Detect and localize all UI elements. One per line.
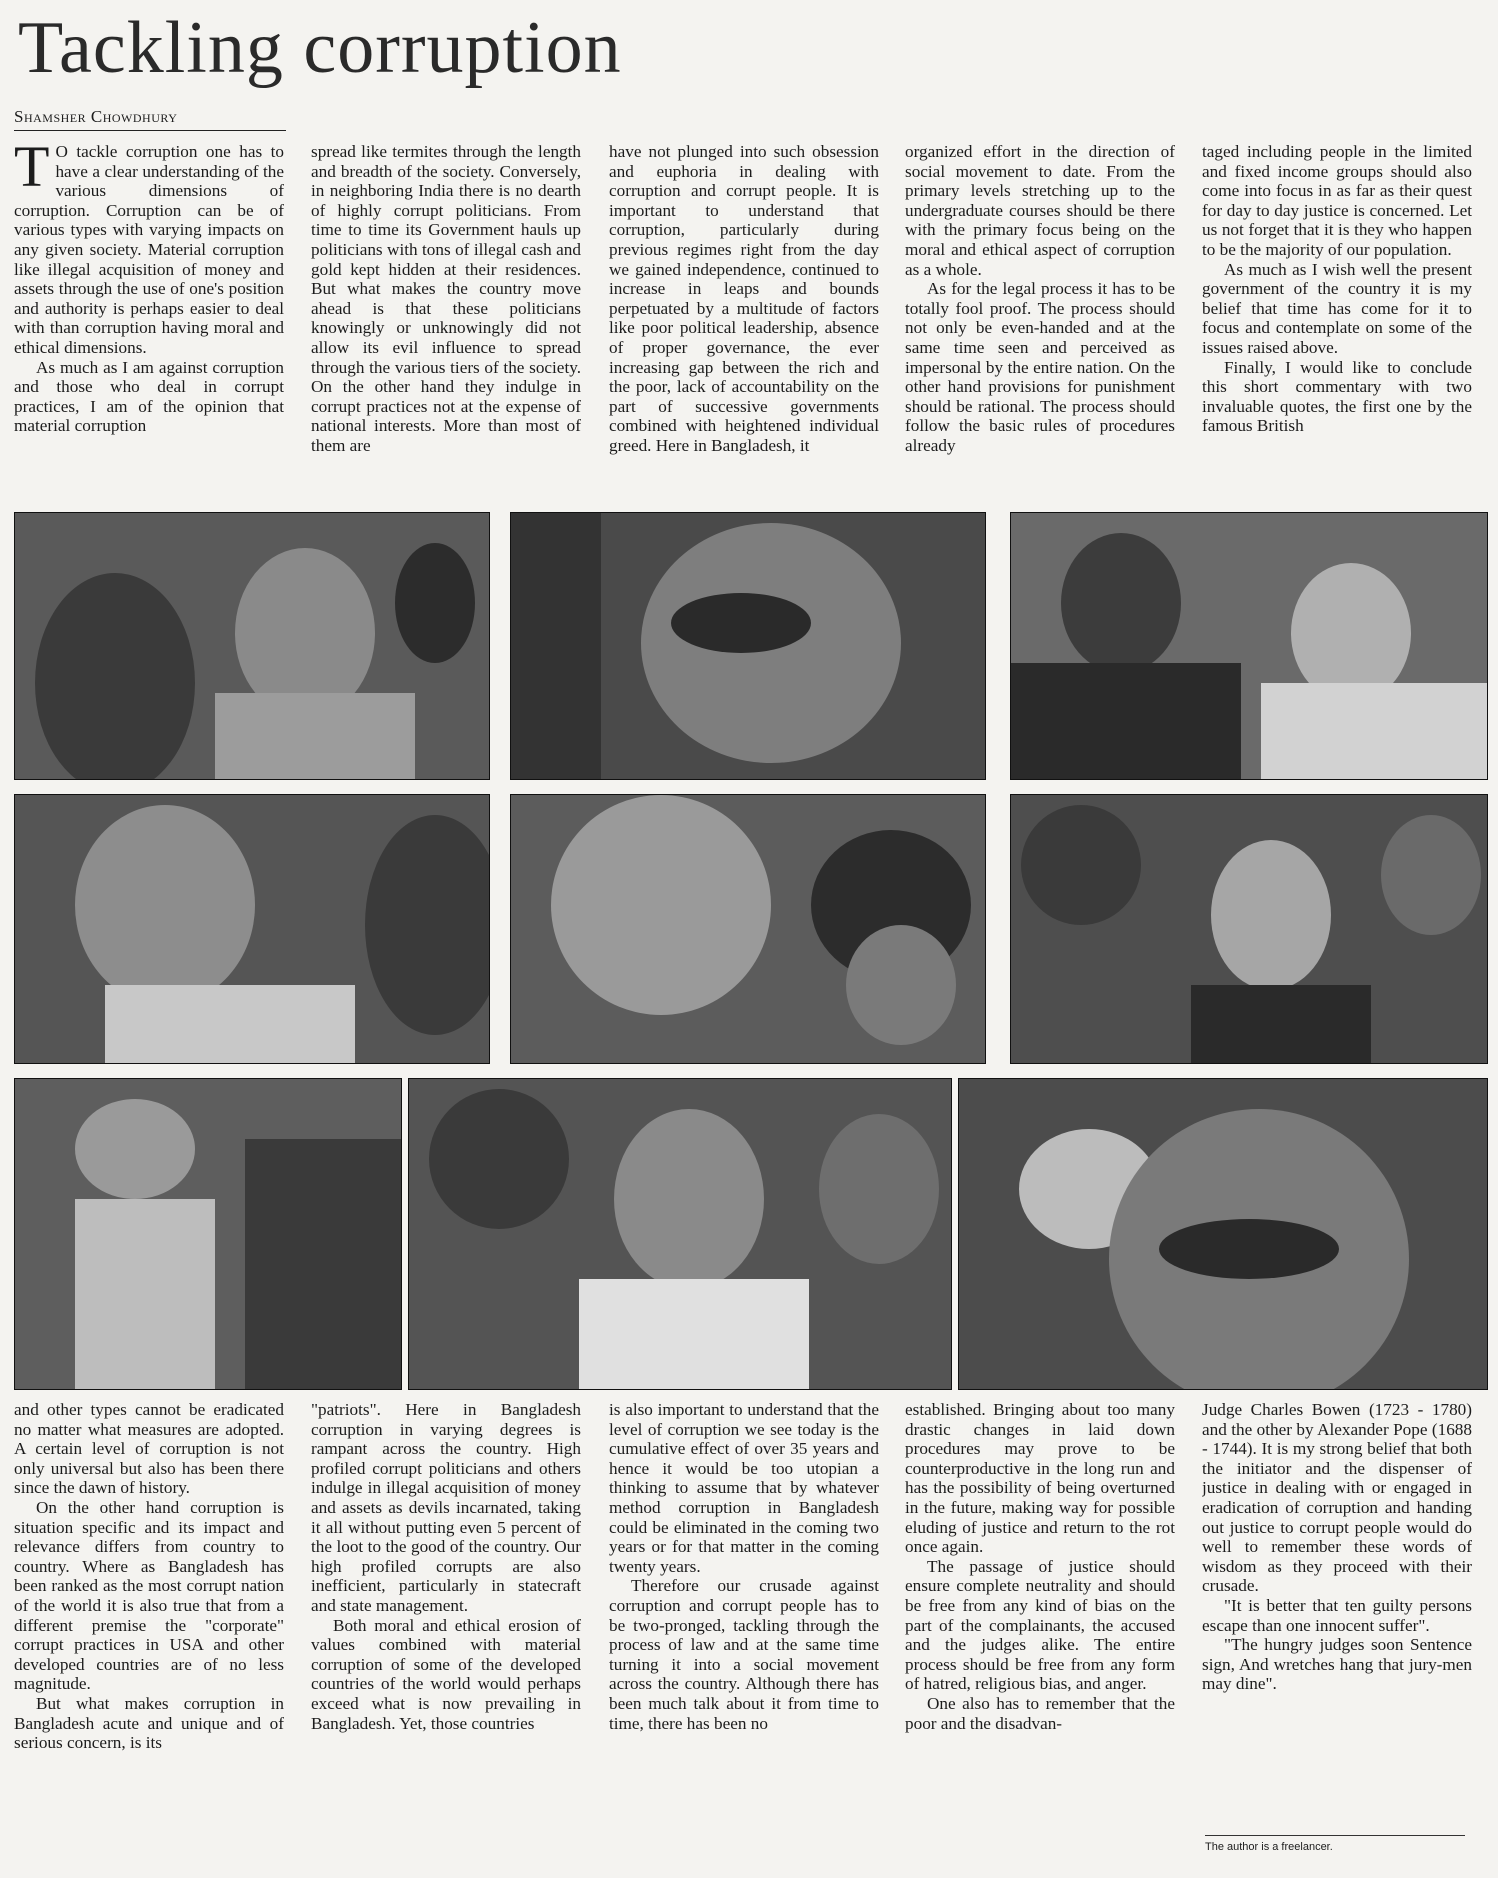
paragraph-text: established. Bringing about too many drastic changes in laid down procedures may prove to be counterproductive in the long run and has the possibility of being overturned in the future, making way for possible eluding of justice and return to the rot once again. <box>905 1400 1175 1557</box>
paragraph-text: taged including people in the limited and fixed income groups should also come into focus in as far as their quest for day to day justice is concerned. Let us not forget that it is they who happen to be the majority of our population. <box>1202 142 1472 259</box>
bottom-columns-2 <box>311 1400 581 1840</box>
paragraph-text: "The hungry judges soon Sentence sign, And wretches hang that jury-men may dine". <box>1202 1635 1472 1694</box>
paragraph <box>14 142 284 358</box>
top-columns-1 <box>14 142 284 494</box>
photo-3 <box>1010 512 1488 780</box>
photo-collage <box>14 512 1488 1388</box>
bottom-columns-4 <box>905 1400 1175 1840</box>
byline: Shamsher Chowdhury <box>14 107 286 131</box>
paragraph <box>311 142 581 456</box>
paragraph-text: Finally, I would like to conclude this short commentary with two invaluable quotes, the first one by the famous British <box>1202 357 1472 436</box>
top-columns-2 <box>311 142 581 494</box>
photo-6 <box>1010 794 1488 1064</box>
paragraph-text: spread like termites through the length and breadth of the society. Conversely, in neighboring India there is no dearth of highly corrupt politicians. From time to time its Government hauls up politicians with tons of illegal cash and gold kept hidden at their residences. But what makes the country move ahead is that these politicians knowingly or unknowingly did not allow its evil influence to spread through the various tiers of the society. On the other hand they indulge in corrupt practices not at the expense of national interests. More than most of them are <box>311 142 581 455</box>
paragraph <box>609 1400 879 1576</box>
paragraph-text: and other types cannot be eradicated no matter what measures are adopted. A certain level of corruption is not only universal but also has been there since the dawn of history. <box>14 1400 284 1498</box>
paragraph <box>14 1400 284 1498</box>
paragraph-text: have not plunged into such obsession and euphoria in dealing with corruption and corrupt people. It is important to understand that corruption, particularly during previous regimes right from the day we gained independence, continued to increase in leaps and bounds perpetuated by a multitude of factors like poor political leadership, absence of proper governance, the ever increasing gap between the rich and the poor, lack of accountability on the part of successive governments combined with heightened individual greed. Here in Bangladesh, it <box>609 142 879 455</box>
paragraph-text: Judge Charles Bowen (1723 - 1780) and the other by Alexander Pope (1688 - 1744). It is my strong belief that both the initiator and the dispenser of justice in dealing with or engaged in eradication of corruption and handing out justice to corrupt people would do well to remember these words of wisdom as they proceed with their crusade. <box>1202 1400 1472 1596</box>
paragraph <box>1202 358 1472 436</box>
photo-1 <box>14 512 490 780</box>
paragraph <box>311 1616 581 1734</box>
paragraph-text: Both moral and ethical erosion of values combined with material corruption of some of the developed countries of the world would perhaps exceed what is now prevailing in Bangladesh. Yet, those countries <box>311 1615 581 1733</box>
paragraph <box>609 142 879 456</box>
paragraph <box>905 279 1175 455</box>
paragraph <box>14 358 284 436</box>
paragraph-text: One also has to remember that the poor and the disadvan- <box>905 1693 1175 1733</box>
paragraph <box>905 1557 1175 1694</box>
paragraph <box>14 1498 284 1694</box>
photo-9 <box>958 1078 1488 1390</box>
paragraph <box>311 1400 581 1616</box>
photo-4 <box>14 794 490 1064</box>
paragraph-text: "It is better that ten guilty persons escape than one innocent suffer". <box>1202 1595 1472 1635</box>
paragraph-text: The passage of justice should ensure complete neutrality and should be free from any kind of bias on the part of the complainants, the accused and the judges alike. The entire process should be free from any form of hatred, religious bias, and anger. <box>905 1556 1175 1694</box>
paragraph <box>14 1694 284 1753</box>
photo-5 <box>510 794 986 1064</box>
author-note: The author is a freelancer. <box>1205 1841 1333 1853</box>
bottom-columns-1 <box>14 1400 284 1840</box>
paragraph-text: As for the legal process it has to be totally fool proof. The process should not only be even-handed and at the same time seen and perceived as impersonal by the entire nation. On the other hand provisions for punishment should be rational. The process should follow the basic rules of procedures already <box>905 279 1175 455</box>
photo-2 <box>510 512 986 780</box>
paragraph <box>1202 1635 1472 1694</box>
paragraph <box>905 1694 1175 1733</box>
paragraph-text: "patriots". Here in Bangladesh corruption in varying degrees is rampant across the country. High profiled corrupt politicians and others indulge in illegal acquisition of money and assets as devils incarnated, taking it all without putting even 5 percent of the loot to the good of the country. Our high profiled corrupts are also inefficient, particularly in statecraft and state management. <box>311 1400 581 1615</box>
headline: Tackling corruption <box>18 7 622 89</box>
bottom-columns-5 <box>1202 1400 1472 1840</box>
paragraph <box>905 1400 1175 1557</box>
paragraph <box>1202 1596 1472 1635</box>
top-columns-4 <box>905 142 1175 494</box>
paragraph-text: Therefore our crusade against corruption and corrupt people has to be two-pronged, tackling through the process of law and at the same time turning it into a social movement across the country. Although there has been much talk about it from time to time, there has been no <box>609 1576 879 1733</box>
bottom-columns-3 <box>609 1400 879 1840</box>
paragraph <box>1202 260 1472 358</box>
paragraph-text: But what makes corruption in Bangladesh acute and unique and of serious concern, is its <box>14 1693 284 1753</box>
paragraph-text: As much as I wish well the present government of the country it is my belief that time has come for it to focus and contemplate on some of the issues raised above. <box>1202 259 1472 357</box>
paragraph <box>1202 142 1472 260</box>
top-columns-5 <box>1202 142 1472 494</box>
photo-7 <box>14 1078 402 1390</box>
top-columns-3 <box>609 142 879 494</box>
paragraph <box>609 1576 879 1733</box>
paragraph-text: organized effort in the direction of social movement to date. From the primary levels stretching up to the undergraduate courses should be there with the primary focus being on the moral and ethical aspect of corruption as a whole. <box>905 142 1175 279</box>
drop-cap: T <box>14 142 50 199</box>
photo-8 <box>408 1078 952 1390</box>
paragraph-text: On the other hand corruption is situation specific and its impact and relevance differs from country to country. Where as Bangladesh has been ranked as the most corrupt nation of the world it is also true that from a different premise the "corporate" corrupt practices in USA and other developed countries are of no less magnitude. <box>14 1497 284 1694</box>
paragraph-text: As much as I am against corruption and those who deal in corrupt practices, I am of the opinion that material corruption <box>14 357 284 436</box>
paragraph-text: is also important to understand that the level of corruption we see today is the cumulative effect of over 35 years and hence it would be too utopian a thinking to assume that by whatever method corruption in Bangladesh could be eliminated in the coming two years or for that matter in the coming twenty years. <box>609 1400 879 1576</box>
paragraph-text: O tackle corruption one has to have a clear understanding of the various dimensions of corruption. Corruption can be of various types with varying impacts on any given society. Material corruption like illegal acquisition of money and assets through the use of one's position and authority is perhaps easier to deal with than corruption having moral and ethical dimensions. <box>14 142 284 357</box>
paragraph <box>1202 1400 1472 1596</box>
footnote-rule <box>1205 1835 1465 1836</box>
paragraph <box>905 142 1175 279</box>
